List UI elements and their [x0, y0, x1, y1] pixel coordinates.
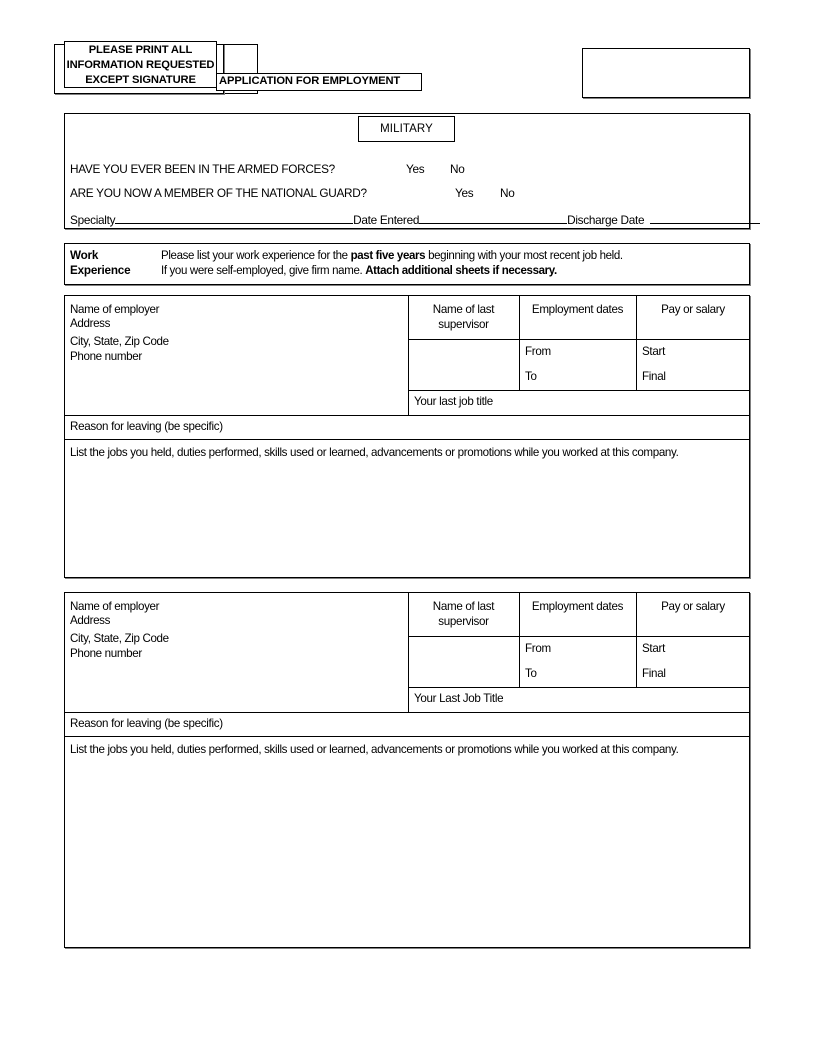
employer-phone-label: Phone number: [70, 647, 142, 660]
reason-for-leaving-label: Reason for leaving (be specific): [70, 420, 223, 433]
pay-or-salary-header-text: Pay or salary: [661, 600, 725, 613]
employer-city-state-zip-label: City, State, Zip Code: [70, 632, 169, 645]
military-question-national-guard: ARE YOU NOW A MEMBER OF THE NATIONAL GUARD?: [70, 186, 367, 200]
work-experience-instructions: [161, 249, 741, 279]
work-experience-label-line-1: Work: [70, 249, 99, 262]
duties-prompt: List the jobs you held, duties performed, skills used or learned, advancements or promotions while you worked at this company.: [70, 743, 679, 756]
discharge-date-input[interactable]: [650, 211, 760, 224]
supervisor-header-line-2: supervisor: [438, 317, 489, 331]
supervisor-column-header: [408, 600, 519, 629]
employer-name-label: Name of employer: [70, 600, 160, 613]
employer-address-label: Address: [70, 614, 111, 627]
job-title-label: Your last job title: [414, 395, 493, 408]
from-label: From: [525, 642, 551, 655]
final-pay-label: Final: [642, 370, 666, 383]
job-title-label: Your Last Job Title: [414, 692, 504, 705]
divider: [64, 439, 750, 440]
to-label: To: [525, 370, 537, 383]
work-instruction-2-bold: Attach additional sheets if necessary.: [365, 265, 557, 277]
employer-name-label: Name of employer: [70, 303, 160, 316]
divider: [64, 736, 750, 737]
divider: [408, 687, 750, 688]
military-q2-yes-option[interactable]: Yes: [455, 186, 474, 200]
reason-for-leaving-label: Reason for leaving (be specific): [70, 717, 223, 730]
employer-block: [64, 592, 750, 948]
duties-prompt: List the jobs you held, duties performed, skills used or learned, advancements or promotions while you worked at this company.: [70, 446, 679, 459]
work-instruction-1b: beginning with your most recent job held.: [425, 250, 623, 262]
supervisor-header-line-1: Name of last: [432, 600, 495, 613]
specialty-input[interactable]: [115, 211, 353, 224]
header-right-empty-box[interactable]: [582, 48, 750, 98]
employer-phone-label: Phone number: [70, 350, 142, 363]
employer-address-label: Address: [70, 317, 111, 330]
divider: [408, 390, 750, 391]
to-label: To: [525, 667, 537, 680]
work-instruction-line-1: [161, 249, 741, 264]
military-q2-no-option[interactable]: No: [500, 186, 515, 200]
work-instruction-line-2: [161, 264, 741, 279]
final-pay-label: Final: [642, 667, 666, 680]
military-question-armed-forces: HAVE YOU EVER BEEN IN THE ARMED FORCES?: [70, 162, 335, 176]
work-instruction-1-bold: past five years: [350, 250, 426, 262]
work-instruction-1a: Please list your work experience for the: [161, 250, 351, 262]
print-notice-line-2: INFORMATION REQUESTED: [66, 59, 215, 72]
supervisor-header-line-1: Name of last: [432, 303, 495, 316]
supervisor-header-line-2: supervisor: [438, 614, 489, 628]
military-q1-yes-option[interactable]: Yes: [406, 162, 425, 176]
divider: [408, 636, 750, 637]
print-notice-line-3: EXCEPT SIGNATURE: [85, 74, 196, 87]
work-experience-label: [70, 248, 130, 278]
military-detail-fields: [70, 211, 745, 227]
work-instruction-2a: If you were self-employed, give firm name.: [161, 265, 366, 277]
military-q1-no-option[interactable]: No: [450, 162, 465, 176]
print-notice-line-1: PLEASE PRINT ALL: [88, 44, 193, 56]
employment-dates-header-text: Employment dates: [531, 303, 624, 316]
supervisor-column-header: [408, 303, 519, 332]
employment-dates-header-text: Employment dates: [531, 600, 624, 613]
specialty-label: Specialty: [70, 213, 116, 227]
work-experience-label-line-2: Experience: [70, 264, 131, 277]
divider: [64, 415, 750, 416]
divider: [64, 712, 750, 713]
military-section-title: MILITARY: [358, 116, 455, 142]
pay-or-salary-column-header: [636, 600, 750, 615]
start-pay-label: Start: [642, 642, 665, 655]
divider: [408, 339, 750, 340]
start-pay-label: Start: [642, 345, 665, 358]
employment-dates-column-header: [519, 303, 636, 318]
pay-or-salary-header-text: Pay or salary: [661, 303, 725, 316]
employer-block: [64, 295, 750, 578]
employment-dates-column-header: [519, 600, 636, 615]
from-label: From: [525, 345, 551, 358]
page-title: APPLICATION FOR EMPLOYMENT: [216, 73, 422, 91]
discharge-date-label: Discharge Date: [567, 213, 645, 227]
pay-or-salary-column-header: [636, 303, 750, 318]
header-print-notice: [64, 41, 217, 88]
employer-city-state-zip-label: City, State, Zip Code: [70, 335, 169, 348]
date-entered-input[interactable]: [419, 211, 567, 224]
date-entered-label: Date Entered: [353, 213, 420, 227]
